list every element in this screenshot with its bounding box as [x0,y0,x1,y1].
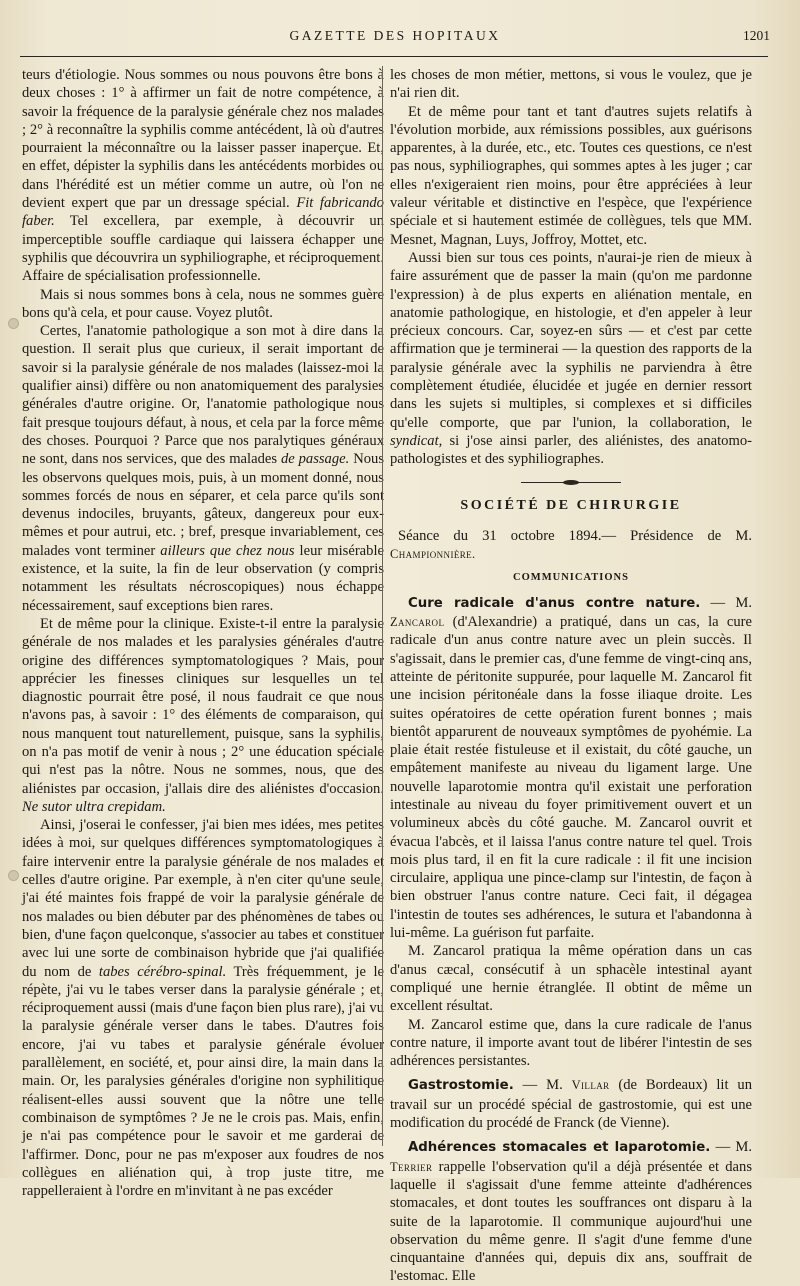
section-ornament-rule [521,481,621,485]
article-cure-radicale: Cure radicale d'anus contre nature. — M. Zancarol (d'Alexandrie) a pratiqué, dans un cas, la cure radicale d'un anus contre nature avec un plein succès. Il s'agissait, dans le premier cas, d'une femme de vingt-cinq ans, atteinte de péritonite suppurée, pour laquelle M. Zancarol fit une incision péritonéale dans la fosse iliaque droite. Les suites opératoires de cette opération furent bonnes ; mais bientôt apparurent de nouveaux symptômes de pyohémie. La plaie était restée fistuleuse et il existait, du côté gauche, un empâtement manifeste au niveau du ligament large. Une nouvelle laparotomie montra qu'il existait une perforation intestinale au niveau du foyer primitivement ouvert et un volumineux abcès du côté gauche. M. Zancarol ouvrit et évacua l'abcès, et il laissa l'anus contre nature tel quel. Trois mois plus tard, il en fit la cure radicale : il fit une incision circulaire, appliqua une pince-clamp sur l'intestin, de façon à bien obstruer l'anus contre nature. Ceci fait, il dégagea l'intestin de toutes ses adhérences, le sutura et l'abandonna à lui-même. La guérison fut parfaite. [390,594,752,942]
paragraph: M. Zancarol estime que, dans la cure radicale de l'anus contre nature, il importe avant tout de libérer l'intestin de ses adhérences persistantes. [390,1016,752,1070]
paragraph: teurs d'étiologie. Nous sommes ou nous pouvons être bons à deux choses : 1° à affirmer un fait de notre compétence, à savoir la fréquence de la paralysie générale chez nos malades ; 2° à reconnaître la syphilis comme antécédent, là où d'autres pourraient la méconnaître ou la laisser passer inaperçue. Et, en effet, dépister la syphilis dans les antécédents morbides ou dans l'hérédité est un métier comme un autre, où l'on ne devient expert que par un dressage spécial. Fit fabricando faber. Tel excellera, par exemple, à découvrir un imperceptible souffle cardiaque qui laissera échapper une syphilis que découvrira un syphiliographe, et réciproquement. Affaire de spécialisation professionnelle. [22,67,385,285]
seance-line: Séance du 31 octobre 1894.— Présidence de M. Championnière. [390,527,752,562]
paragraph: Certes, l'anatomie pathologique a son mot à dire dans la question. Il serait plus que curieux, il serait important de savoir si la paralysie générale de nos malades (laissez-moi la qualifier ainsi) diffère ou non anatomiquement des paralysies générales d'autre origine. Or, l'anatomie pathologique nous fait presque toujours défaut, à nous, et cela par la force même des choses. Pourquoi ? Parce que nos paralytiques généraux ne sont, dans nos services, que des malades de passage. Nous les observons quelques mois, puis, à un moment donné, nous sommes forcés de nous en séparer, et cela parce qu'ils sont devenus indociles, bruyants, gâteux, dangereux pour eux-mêmes et pour autrui, etc. ; bref, presque invariablement, ces malades vont terminer ailleurs que chez nous leur misérable existence, et la suite, la fin de leur observation (y compris notamment les résultats nécroscopiques) nous échappe nécessairement, sauf exceptions bien rares. [22,323,384,614]
paragraph: les choses de mon métier, mettons, si vous le voulez, que je n'ai rien dit. [390,67,752,102]
header-rule [20,56,768,57]
communications-heading: COMMUNICATIONS [513,572,629,584]
paragraph: Aussi bien sur tous ces points, n'aurai-je rien de mieux à faire assurément que de passer la main (qu'on me pardonne l'expression) à de plus experts en aliénation mentale, en anatomie pathologique, en histologie, et d'en appeler à leur précieux concours. Car, soyez-en sûrs — et c'est par cette affirmation que je terminerai — la question des rapports de la paralysie générale avec la syphilis ne parviendra à être complètement étudiée, élucidée et jugée en dernier ressort dans les sujets si multiples, si complexes et si difficiles qu'elle comporte, que par l'union, la collaboration, le syndicat, si j'ose ainsi parler, des aliénistes, des anatomo-pathologistes et des syphiliographes. [390,249,752,468]
left-column [22,66,385,1200]
page-header [20,28,770,50]
paragraph: Et de même pour tant et tant d'autres sujets relatifs à l'évolution morbide, aux rémissions possibles, aux guérisons apparentes, à la durée, etc., etc. Toutes ces questions, ce n'est pas nous, syphiliographes, qui sommes aptes à les juger ; car elles n'exigeraient rien moins, pour être appréciées à leur valeur véritable et distinctive en l'espèce, que l'expérience spéciale et si hautement estimée de collègues, tels que MM. Mesnet, Magnan, Luys, Joffroy, Mottet, etc. [390,103,752,248]
paragraph: Mais si nous sommes bons à cela, nous ne sommes guère bons qu'à cela, et pour cause. Voyez plutôt. [22,286,384,321]
journal-title: GAZETTE DES HOPITAUX [289,28,501,43]
binding-hole [8,870,19,881]
column-divider [382,66,383,1146]
right-column [390,66,753,1285]
article-gastrostomie: Gastrostomie. — M. Villar (de Bordeaux) lit un travail sur un procédé spécial de gastrostomie, qui est une modification du procédé de Franck (de Vienne). [390,1077,752,1132]
section-title: SOCIÉTÉ DE CHIRURGIE [460,497,682,513]
binding-hole [8,318,19,329]
page-number: 1201 [743,28,770,43]
paragraph: Ainsi, j'oserai le confesser, j'ai bien mes idées, mes petites idées à moi, sur quelques différences symptomatologiques à faire intervenir entre la paralysie générale de nos malades et celles d'autre origine. Par exemple, à n'en citer qu'une seule, j'ai été maintes fois frappé de voir la paralysie générale de nos malades ou bien débuter par des phénomènes de tabes ou bien, d'une façon quelconque, s'associer au tabes et constituer avec lui une sorte de combinaison hybride que j'ai qualifiée du nom de tabes cérébro-spinal. Très fréquemment, je le répète, j'ai vu le tabes verser dans la paralysie générale ; et, réciproquement aussi (mais d'une façon bien plus rare), j'ai vu la paralysie générale verser dans le tabes. D'autres fois encore, j'ai vu tabes et paralysie générale évoluer parallèlement, en société, et, pour ainsi dire, la main dans la main. Or, les paralysies générales d'origine non syphilitique réalisent-elles aussi souvent que la nôtre une telle combinaison de symptômes ? Je ne le crois pas. Mais, enfin, je n'ai pas compétence pour le savoir et me garderai de l'affirmer. Donc, pour ne pas m'exposer aux foudres de nos collègues en aliénation qui, à trop juste titre, me rappelleraient à l'ordre en m'invitant à ne pas excéder [22,817,384,1200]
paragraph: Et de même pour la clinique. Existe-t-il entre la paralysie générale de nos malades et les paralysies générales d'autre origine des différences symptomatologiques ? Mais, pour apprécier les finesses cliniques sur lesquelles un tel diagnostic pourrait être posé, il nous faudrait ce que nous n'avons pas, à savoir : 1° des éléments de comparaison, qui nous manquent tout naturellement, puisque, sans la syphilis, on n'a pas motif de venir à nous ; 2° une éducation spéciale qui n'est pas la nôtre. Nous ne sommes, nous, que des aliénistes par occasion, j'allais dire des aliénistes d'occasion. Ne sutor ultra crepidam. [22,615,384,815]
article-adherences: Adhérences stomacales et laparotomie. — M. Terrier rappelle l'observation qu'il a déjà présentée et dans laquelle il s'agissait d'une femme atteinte d'adhérences stomacales, et dont toutes les souffrances ont disparu à la suite de la laparotomie. Il communique aujourd'hui une observation du même genre. Il s'agit d'une femme d'une cinquantaine d'années qui, depuis dix ans, souffrait de l'estomac. Elle [390,1139,753,1285]
paragraph: M. Zancarol pratiqua la même opération dans un cas d'anus cæcal, consécutif à un sphacèle intestinal ayant compliqué une hernie étranglée. Il obtint de même un excellent résultat. [390,943,752,1015]
